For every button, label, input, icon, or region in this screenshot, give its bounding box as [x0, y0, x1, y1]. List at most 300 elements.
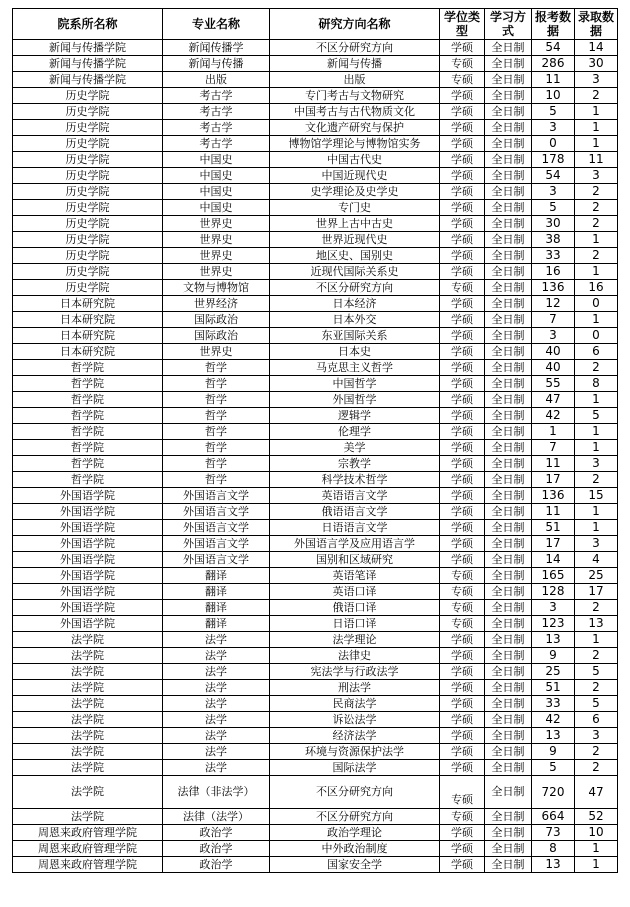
- admitted-cell: 6: [575, 712, 618, 728]
- degree-type-cell: 学硕: [440, 120, 485, 136]
- admitted-cell: 6: [575, 344, 618, 360]
- degree-type-cell: 学硕: [440, 664, 485, 680]
- degree-type-cell: 专硕: [440, 809, 485, 825]
- admitted-cell: 2: [575, 216, 618, 232]
- applicants-cell: 13: [532, 632, 575, 648]
- department-cell: 周恩来政府管理学院: [13, 841, 163, 857]
- direction-cell: 民商法学: [270, 696, 440, 712]
- study-mode-cell: 全日制: [485, 376, 532, 392]
- table-row: [13, 488, 618, 504]
- major-cell: 考古学: [163, 136, 270, 152]
- direction-cell: 国际法学: [270, 760, 440, 776]
- department-cell: 哲学院: [13, 376, 163, 392]
- applicants-cell: 0: [532, 136, 575, 152]
- study-mode-cell: 全日制: [485, 328, 532, 344]
- applicants-cell: 720: [532, 776, 575, 809]
- direction-cell: 英语口译: [270, 584, 440, 600]
- degree-type-cell: 学硕: [440, 328, 485, 344]
- table-row: [13, 232, 618, 248]
- department-cell: 新闻与传播学院: [13, 40, 163, 56]
- study-mode-cell: 全日制: [485, 664, 532, 680]
- department-cell: 法学院: [13, 809, 163, 825]
- study-mode-cell: 全日制: [485, 248, 532, 264]
- table-row: [13, 56, 618, 72]
- direction-cell: 地区史、国别史: [270, 248, 440, 264]
- study-mode-cell: 全日制: [485, 472, 532, 488]
- department-cell: 日本研究院: [13, 344, 163, 360]
- degree-type-cell: 学硕: [440, 184, 485, 200]
- admitted-cell: 1: [575, 312, 618, 328]
- table-row: [13, 200, 618, 216]
- study-mode-cell: 全日制: [485, 408, 532, 424]
- major-cell: 翻译: [163, 584, 270, 600]
- department-cell: 哲学院: [13, 408, 163, 424]
- study-mode-cell: 全日制: [485, 344, 532, 360]
- major-cell: 哲学: [163, 456, 270, 472]
- applicants-cell: 73: [532, 825, 575, 841]
- major-cell: 中国史: [163, 168, 270, 184]
- direction-cell: 不区分研究方向: [270, 809, 440, 825]
- header-admitted: 录取数据: [575, 9, 618, 40]
- department-cell: 新闻与传播学院: [13, 72, 163, 88]
- degree-type-cell: 学硕: [440, 200, 485, 216]
- study-mode-cell: 全日制: [485, 760, 532, 776]
- major-cell: 哲学: [163, 360, 270, 376]
- major-cell: 法学: [163, 632, 270, 648]
- direction-cell: 政治学理论: [270, 825, 440, 841]
- degree-type-cell: 专硕: [440, 568, 485, 584]
- applicants-cell: 17: [532, 472, 575, 488]
- department-cell: 历史学院: [13, 88, 163, 104]
- direction-cell: 不区分研究方向: [270, 40, 440, 56]
- department-cell: 日本研究院: [13, 312, 163, 328]
- degree-type-cell: 学硕: [440, 648, 485, 664]
- department-cell: 法学院: [13, 712, 163, 728]
- department-cell: 历史学院: [13, 136, 163, 152]
- direction-cell: 法学理论: [270, 632, 440, 648]
- direction-cell: 逻辑学: [270, 408, 440, 424]
- major-cell: 考古学: [163, 88, 270, 104]
- major-cell: 法学: [163, 760, 270, 776]
- department-cell: 法学院: [13, 760, 163, 776]
- degree-type-cell: 学硕: [440, 696, 485, 712]
- degree-type-cell: 学硕: [440, 88, 485, 104]
- direction-cell: 俄语口译: [270, 600, 440, 616]
- admitted-cell: 11: [575, 152, 618, 168]
- degree-type-cell: 学硕: [440, 712, 485, 728]
- table-row: [13, 216, 618, 232]
- admitted-cell: 5: [575, 408, 618, 424]
- applicants-cell: 664: [532, 809, 575, 825]
- study-mode-cell: 全日制: [485, 168, 532, 184]
- header-degree-type: 学位类型: [440, 9, 485, 40]
- direction-cell: 马克思主义哲学: [270, 360, 440, 376]
- table-row: [13, 456, 618, 472]
- department-cell: 历史学院: [13, 184, 163, 200]
- table-row: [13, 664, 618, 680]
- study-mode-cell: 全日制: [485, 504, 532, 520]
- header-research-direction: 研究方向名称: [270, 9, 440, 40]
- admitted-cell: 3: [575, 456, 618, 472]
- major-cell: 文物与博物馆: [163, 280, 270, 296]
- applicants-cell: 14: [532, 552, 575, 568]
- admitted-cell: 2: [575, 472, 618, 488]
- major-cell: 世界史: [163, 248, 270, 264]
- degree-type-cell: 学硕: [440, 841, 485, 857]
- table-row: [13, 472, 618, 488]
- major-cell: 法学: [163, 664, 270, 680]
- degree-type-cell: 学硕: [440, 488, 485, 504]
- table-row: [13, 72, 618, 88]
- admitted-cell: 1: [575, 392, 618, 408]
- admitted-cell: 3: [575, 168, 618, 184]
- degree-type-cell: 学硕: [440, 552, 485, 568]
- department-cell: 法学院: [13, 632, 163, 648]
- major-cell: 外国语言文学: [163, 536, 270, 552]
- applicants-cell: 33: [532, 696, 575, 712]
- major-cell: 考古学: [163, 120, 270, 136]
- direction-cell: 不区分研究方向: [270, 776, 440, 809]
- direction-cell: 中国考古与古代物质文化: [270, 104, 440, 120]
- admitted-cell: 47: [575, 776, 618, 809]
- applicants-cell: 286: [532, 56, 575, 72]
- table-row: [13, 696, 618, 712]
- study-mode-cell: 全日制: [485, 744, 532, 760]
- major-cell: 法学: [163, 728, 270, 744]
- degree-type-cell: 学硕: [440, 472, 485, 488]
- applicants-cell: 17: [532, 536, 575, 552]
- direction-cell: 宪法学与行政法学: [270, 664, 440, 680]
- table-row: [13, 568, 618, 584]
- table-row: [13, 376, 618, 392]
- direction-cell: 博物馆学理论与博物馆实务: [270, 136, 440, 152]
- study-mode-cell: 全日制: [485, 825, 532, 841]
- table-row: [13, 776, 618, 809]
- degree-type-cell: 学硕: [440, 216, 485, 232]
- study-mode-cell: 全日制: [485, 680, 532, 696]
- table-row: [13, 809, 618, 825]
- table-row: [13, 152, 618, 168]
- degree-type-cell: 学硕: [440, 168, 485, 184]
- degree-type-cell: 学硕: [440, 857, 485, 873]
- table-row: [13, 360, 618, 376]
- study-mode-cell: 全日制: [485, 456, 532, 472]
- table-row: [13, 841, 618, 857]
- admitted-cell: 10: [575, 825, 618, 841]
- department-cell: 外国语学院: [13, 600, 163, 616]
- admitted-cell: 1: [575, 120, 618, 136]
- applicants-cell: 5: [532, 104, 575, 120]
- direction-cell: 日本外交: [270, 312, 440, 328]
- admitted-cell: 1: [575, 232, 618, 248]
- department-cell: 历史学院: [13, 152, 163, 168]
- study-mode-cell: 全日制: [485, 264, 532, 280]
- degree-type-cell: 学硕: [440, 360, 485, 376]
- admitted-cell: 2: [575, 248, 618, 264]
- admitted-cell: 17: [575, 584, 618, 600]
- direction-cell: 中国近现代史: [270, 168, 440, 184]
- admitted-cell: 2: [575, 744, 618, 760]
- direction-cell: 国别和区域研究: [270, 552, 440, 568]
- department-cell: 外国语学院: [13, 536, 163, 552]
- degree-type-cell: 学硕: [440, 408, 485, 424]
- applicants-cell: 42: [532, 408, 575, 424]
- major-cell: 外国语言文学: [163, 488, 270, 504]
- applicants-cell: 178: [532, 152, 575, 168]
- department-cell: 历史学院: [13, 200, 163, 216]
- department-cell: 法学院: [13, 680, 163, 696]
- admitted-cell: 1: [575, 504, 618, 520]
- applicants-cell: 1: [532, 424, 575, 440]
- admitted-cell: 1: [575, 841, 618, 857]
- applicants-cell: 38: [532, 232, 575, 248]
- applicants-cell: 10: [532, 88, 575, 104]
- department-cell: 历史学院: [13, 168, 163, 184]
- study-mode-cell: 全日制: [485, 200, 532, 216]
- direction-cell: 宗教学: [270, 456, 440, 472]
- applicants-cell: 33: [532, 248, 575, 264]
- table-row: [13, 424, 618, 440]
- admitted-cell: 1: [575, 136, 618, 152]
- department-cell: 外国语学院: [13, 584, 163, 600]
- direction-cell: 新闻与传播: [270, 56, 440, 72]
- degree-type-cell: 学硕: [440, 456, 485, 472]
- table-row: [13, 104, 618, 120]
- degree-type-cell: 学硕: [440, 152, 485, 168]
- major-cell: 国际政治: [163, 312, 270, 328]
- department-cell: 外国语学院: [13, 520, 163, 536]
- admitted-cell: 2: [575, 680, 618, 696]
- table-row: [13, 328, 618, 344]
- table-row: [13, 344, 618, 360]
- department-cell: 哲学院: [13, 424, 163, 440]
- applicants-cell: 165: [532, 568, 575, 584]
- table-row: [13, 120, 618, 136]
- table-row: [13, 857, 618, 873]
- study-mode-cell: 全日制: [485, 776, 532, 809]
- direction-cell: 世界近现代史: [270, 232, 440, 248]
- study-mode-cell: 全日制: [485, 296, 532, 312]
- department-cell: 历史学院: [13, 248, 163, 264]
- admitted-cell: 13: [575, 616, 618, 632]
- direction-cell: 史学理论及史学史: [270, 184, 440, 200]
- admitted-cell: 2: [575, 200, 618, 216]
- header-study-mode: 学习方式: [485, 9, 532, 40]
- major-cell: 翻译: [163, 616, 270, 632]
- degree-type-cell: 学硕: [440, 680, 485, 696]
- department-cell: 历史学院: [13, 216, 163, 232]
- degree-type-cell: 学硕: [440, 504, 485, 520]
- table-row: [13, 760, 618, 776]
- direction-cell: 美学: [270, 440, 440, 456]
- admitted-cell: 52: [575, 809, 618, 825]
- table-row: [13, 632, 618, 648]
- study-mode-cell: 全日制: [485, 424, 532, 440]
- table-row: [13, 408, 618, 424]
- applicants-cell: 11: [532, 72, 575, 88]
- study-mode-cell: 全日制: [485, 440, 532, 456]
- direction-cell: 国家安全学: [270, 857, 440, 873]
- admission-data-table: [12, 8, 618, 873]
- major-cell: 考古学: [163, 104, 270, 120]
- degree-type-cell: 学硕: [440, 104, 485, 120]
- direction-cell: 日本史: [270, 344, 440, 360]
- table-row: [13, 552, 618, 568]
- degree-type-cell: 学硕: [440, 264, 485, 280]
- degree-type-cell: 学硕: [440, 744, 485, 760]
- table-row: [13, 504, 618, 520]
- degree-type-cell: 学硕: [440, 248, 485, 264]
- study-mode-cell: 全日制: [485, 120, 532, 136]
- major-cell: 新闻与传播: [163, 56, 270, 72]
- study-mode-cell: 全日制: [485, 232, 532, 248]
- direction-cell: 英语语言文学: [270, 488, 440, 504]
- degree-type-cell: 学硕: [440, 296, 485, 312]
- study-mode-cell: 全日制: [485, 152, 532, 168]
- degree-type-cell: 学硕: [440, 825, 485, 841]
- major-cell: 中国史: [163, 200, 270, 216]
- direction-cell: 出版: [270, 72, 440, 88]
- direction-cell: 伦理学: [270, 424, 440, 440]
- degree-type-cell: 学硕: [440, 440, 485, 456]
- table-row: [13, 616, 618, 632]
- applicants-cell: 54: [532, 40, 575, 56]
- admitted-cell: 1: [575, 632, 618, 648]
- department-cell: 法学院: [13, 648, 163, 664]
- department-cell: 哲学院: [13, 456, 163, 472]
- table-row: [13, 440, 618, 456]
- table-row: [13, 280, 618, 296]
- header-row: [13, 9, 618, 40]
- direction-cell: 科学技术哲学: [270, 472, 440, 488]
- study-mode-cell: 全日制: [485, 216, 532, 232]
- study-mode-cell: 全日制: [485, 728, 532, 744]
- admitted-cell: 5: [575, 664, 618, 680]
- study-mode-cell: 全日制: [485, 104, 532, 120]
- admitted-cell: 8: [575, 376, 618, 392]
- table-row: [13, 312, 618, 328]
- applicants-cell: 51: [532, 680, 575, 696]
- table-row: [13, 296, 618, 312]
- applicants-cell: 13: [532, 728, 575, 744]
- major-cell: 出版: [163, 72, 270, 88]
- department-cell: 历史学院: [13, 280, 163, 296]
- admitted-cell: 5: [575, 696, 618, 712]
- major-cell: 世界史: [163, 216, 270, 232]
- applicants-cell: 47: [532, 392, 575, 408]
- major-cell: 世界史: [163, 232, 270, 248]
- study-mode-cell: 全日制: [485, 72, 532, 88]
- applicants-cell: 11: [532, 456, 575, 472]
- degree-type-cell: 专硕: [440, 600, 485, 616]
- admitted-cell: 3: [575, 728, 618, 744]
- major-cell: 外国语言文学: [163, 520, 270, 536]
- degree-type-cell: 专硕: [440, 776, 485, 809]
- admitted-cell: 15: [575, 488, 618, 504]
- major-cell: 世界经济: [163, 296, 270, 312]
- applicants-cell: 11: [532, 504, 575, 520]
- study-mode-cell: 全日制: [485, 312, 532, 328]
- applicants-cell: 16: [532, 264, 575, 280]
- direction-cell: 专门史: [270, 200, 440, 216]
- degree-type-cell: 专硕: [440, 280, 485, 296]
- applicants-cell: 40: [532, 344, 575, 360]
- major-cell: 翻译: [163, 568, 270, 584]
- major-cell: 哲学: [163, 440, 270, 456]
- applicants-cell: 54: [532, 168, 575, 184]
- major-cell: 哲学: [163, 392, 270, 408]
- admitted-cell: 30: [575, 56, 618, 72]
- admitted-cell: 2: [575, 600, 618, 616]
- admitted-cell: 2: [575, 184, 618, 200]
- degree-type-cell: 学硕: [440, 344, 485, 360]
- major-cell: 外国语言文学: [163, 552, 270, 568]
- study-mode-cell: 全日制: [485, 841, 532, 857]
- study-mode-cell: 全日制: [485, 536, 532, 552]
- degree-type-cell: 专硕: [440, 616, 485, 632]
- department-cell: 历史学院: [13, 120, 163, 136]
- major-cell: 法学: [163, 648, 270, 664]
- direction-cell: 中国古代史: [270, 152, 440, 168]
- department-cell: 哲学院: [13, 472, 163, 488]
- table-row: [13, 184, 618, 200]
- degree-type-cell: 学硕: [440, 40, 485, 56]
- admitted-cell: 2: [575, 88, 618, 104]
- admitted-cell: 1: [575, 264, 618, 280]
- degree-type-cell: 专硕: [440, 56, 485, 72]
- study-mode-cell: 全日制: [485, 280, 532, 296]
- department-cell: 法学院: [13, 696, 163, 712]
- direction-cell: 日语语言文学: [270, 520, 440, 536]
- applicants-cell: 25: [532, 664, 575, 680]
- study-mode-cell: 全日制: [485, 56, 532, 72]
- degree-type-cell: 学硕: [440, 312, 485, 328]
- applicants-cell: 9: [532, 648, 575, 664]
- admitted-cell: 1: [575, 520, 618, 536]
- study-mode-cell: 全日制: [485, 392, 532, 408]
- major-cell: 政治学: [163, 857, 270, 873]
- admitted-cell: 1: [575, 104, 618, 120]
- department-cell: 历史学院: [13, 232, 163, 248]
- admitted-cell: 14: [575, 40, 618, 56]
- department-cell: 哲学院: [13, 360, 163, 376]
- study-mode-cell: 全日制: [485, 40, 532, 56]
- degree-type-cell: 学硕: [440, 424, 485, 440]
- study-mode-cell: 全日制: [485, 184, 532, 200]
- admitted-cell: 0: [575, 296, 618, 312]
- study-mode-cell: 全日制: [485, 584, 532, 600]
- degree-type-cell: 学硕: [440, 760, 485, 776]
- applicants-cell: 136: [532, 280, 575, 296]
- degree-type-cell: 学硕: [440, 520, 485, 536]
- table-row: [13, 168, 618, 184]
- major-cell: 政治学: [163, 825, 270, 841]
- table-row: [13, 648, 618, 664]
- table-row: [13, 584, 618, 600]
- table-row: [13, 248, 618, 264]
- direction-cell: 刑法学: [270, 680, 440, 696]
- study-mode-cell: 全日制: [485, 136, 532, 152]
- department-cell: 法学院: [13, 776, 163, 809]
- major-cell: 外国语言文学: [163, 504, 270, 520]
- degree-type-cell: 学硕: [440, 392, 485, 408]
- major-cell: 中国史: [163, 152, 270, 168]
- admitted-cell: 1: [575, 857, 618, 873]
- department-cell: 法学院: [13, 728, 163, 744]
- major-cell: 世界史: [163, 264, 270, 280]
- department-cell: 历史学院: [13, 264, 163, 280]
- direction-cell: 诉讼法学: [270, 712, 440, 728]
